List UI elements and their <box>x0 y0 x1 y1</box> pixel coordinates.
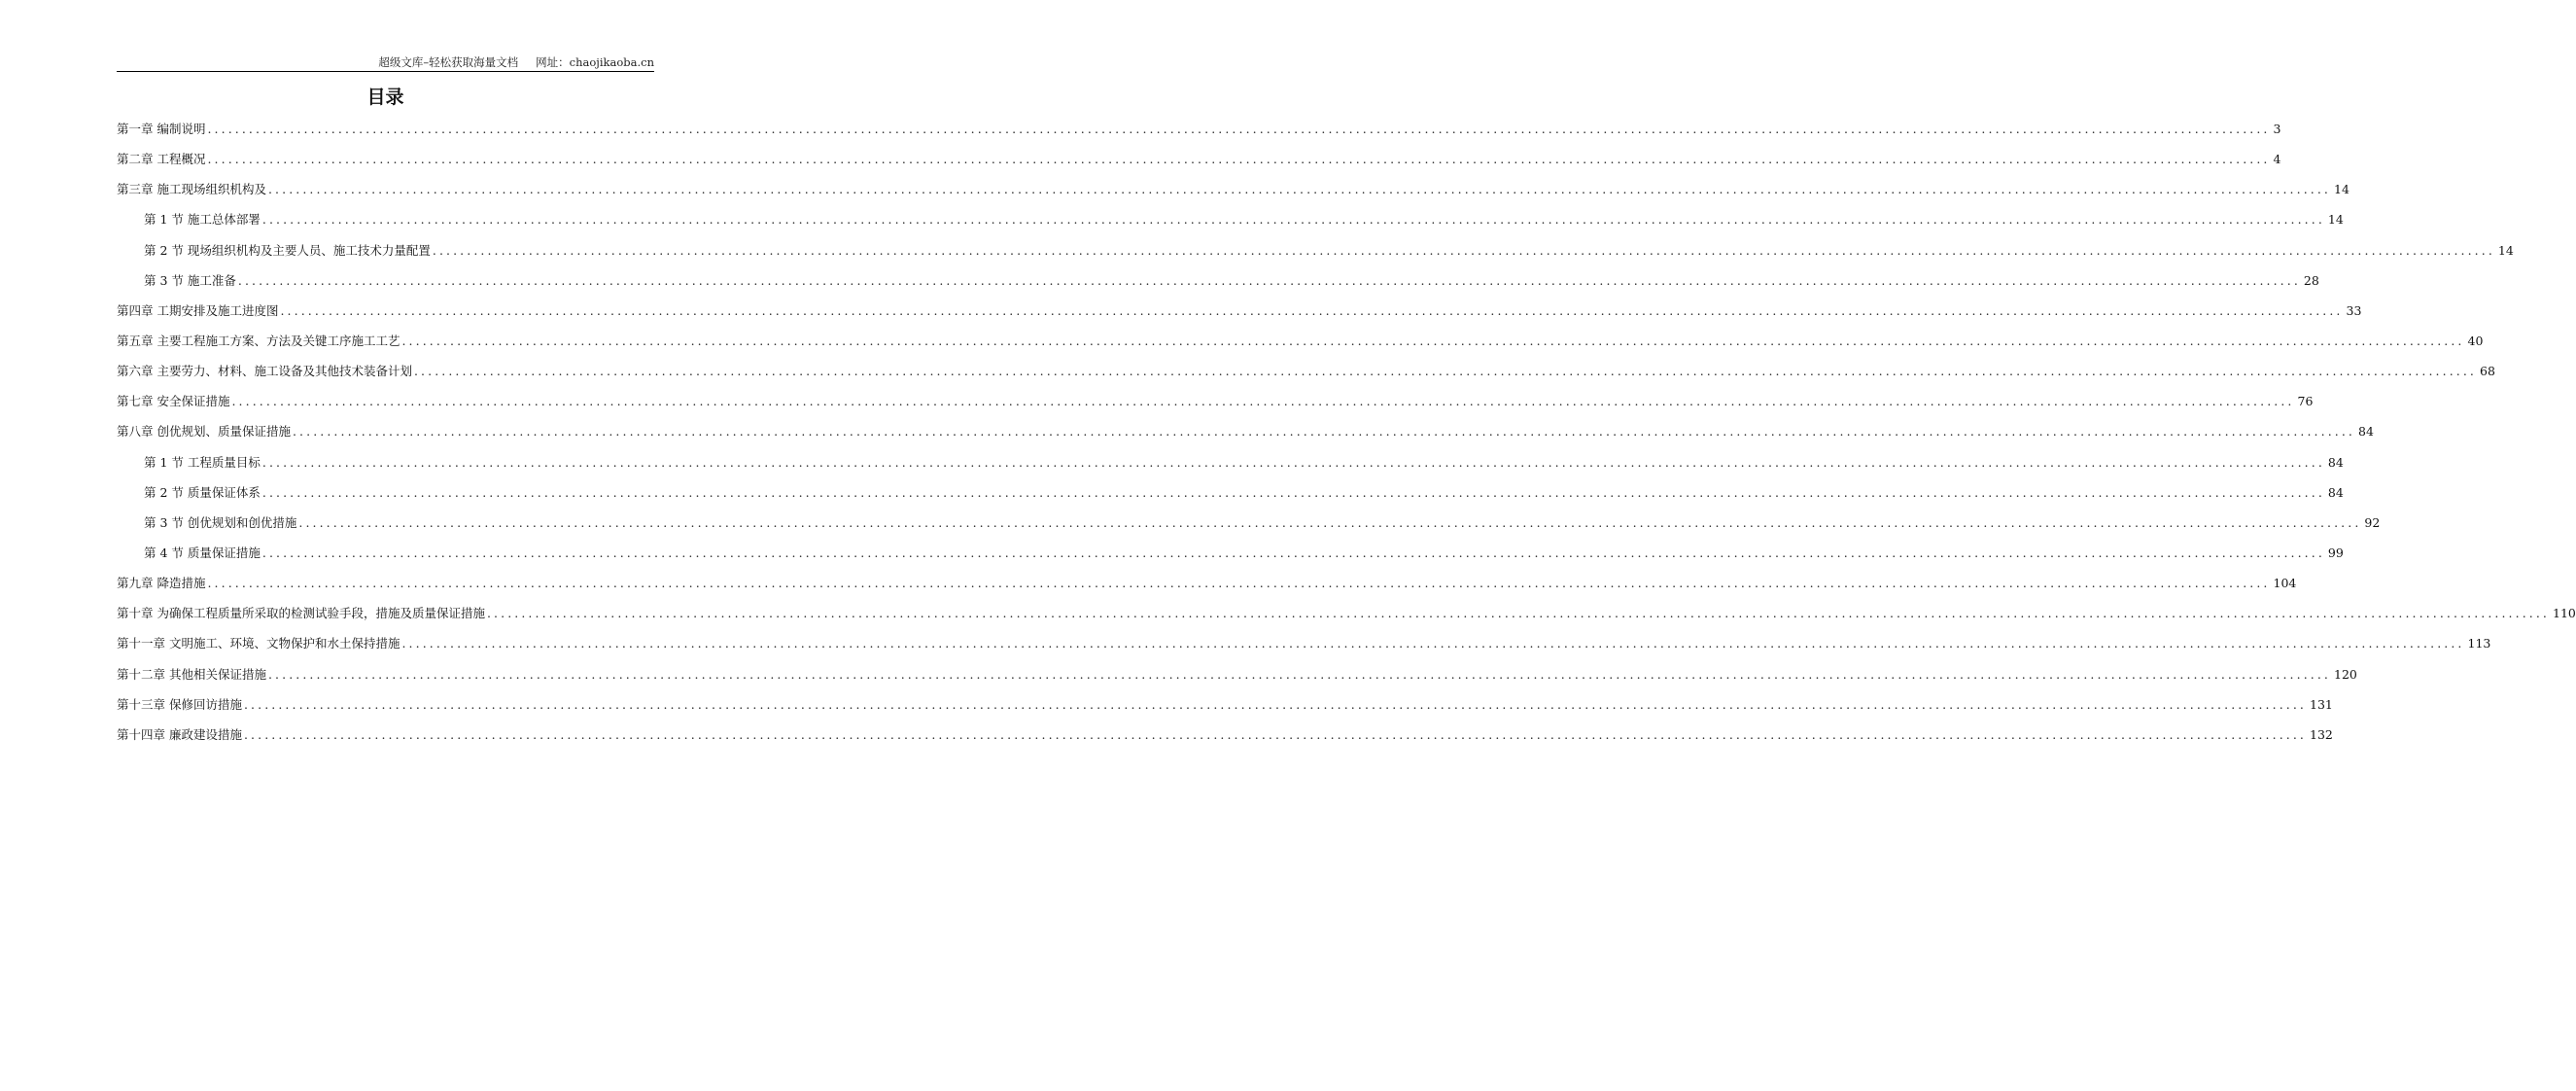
toc-entry-label: 第三章 施工现场组织机构及 <box>117 182 266 197</box>
header-site-name: 超级文库–轻松获取海量文档 <box>378 55 519 69</box>
toc-entry-label: 第 2 节 质量保证体系 <box>144 484 261 500</box>
toc-chapter-entry[interactable] <box>117 634 2491 664</box>
toc-page-number: 40 <box>2467 333 2484 348</box>
toc-dot-leader: ............................................................................................................................................................................................................................................................................................................ <box>261 545 2325 560</box>
toc-page-number: 131 <box>2310 696 2333 712</box>
toc-dot-leader: ............................................................................................................................................................................................................................................................................................................ <box>432 242 2495 258</box>
toc-dot-leader: ............................................................................................................................................................................................................................................................................................................ <box>261 454 2325 470</box>
toc-page-number: 3 <box>2273 122 2281 136</box>
toc-dot-leader: ............................................................................................................................................................................................................................................................................................................ <box>401 333 2465 348</box>
toc-page-number: 110 <box>2553 606 2576 621</box>
toc-dot-leader: ............................................................................................................................................................................................................................................................................................................ <box>207 576 2271 591</box>
toc-dot-leader: ............................................................................................................................................................................................................................................................................................................ <box>298 514 2362 530</box>
toc-section-entry[interactable] <box>117 210 2344 240</box>
toc-page-number: 68 <box>2480 364 2495 379</box>
toc-dot-leader: ............................................................................................................................................................................................................................................................................................................ <box>207 152 2271 167</box>
toc-dot-leader: ............................................................................................................................................................................................................................................................................................................ <box>267 182 2331 197</box>
toc-page-number: 84 <box>2358 424 2374 440</box>
toc-page-number: 14 <box>2497 242 2514 258</box>
toc-entry-label: 第 1 节 工程质量目标 <box>144 454 261 470</box>
toc-dot-leader: ............................................................................................................................................................................................................................................................................................................ <box>486 606 2550 621</box>
toc-page-number: 84 <box>2327 454 2344 470</box>
toc-chapter-entry[interactable] <box>117 604 2576 634</box>
toc-chapter-entry[interactable] <box>117 665 2357 695</box>
toc-entry-label: 第十章 为确保工程质量所采取的检测试验手段，措施及质量保证措施 <box>117 606 485 621</box>
toc-page-number: 14 <box>2327 212 2344 228</box>
toc-page-number: 28 <box>2303 272 2319 288</box>
toc-section-entry[interactable] <box>117 453 2344 483</box>
toc-page-number: 132 <box>2310 726 2333 742</box>
toc-chapter-entry[interactable] <box>117 725 2333 756</box>
toc-dot-leader: ............................................................................................................................................................................................................................................................................................................ <box>261 212 2325 228</box>
toc-dot-leader: ............................................................................................................................................................................................................................................................................................................ <box>401 636 2465 651</box>
toc-page-number: 92 <box>2364 514 2381 530</box>
toc-page-number: 14 <box>2334 182 2350 197</box>
toc-dot-leader: ............................................................................................................................................................................................................................................................................................................ <box>413 364 2477 379</box>
toc-entry-label: 第 2 节 现场组织机构及主要人员、施工技术力量配置 <box>144 242 431 258</box>
toc-entry-label: 第十二章 其他相关保证措施 <box>117 666 266 682</box>
toc-dot-leader: ............................................................................................................................................................................................................................................................................................................ <box>261 484 2325 500</box>
table-of-contents <box>117 120 2576 756</box>
toc-chapter-entry[interactable] <box>117 120 2281 150</box>
toc-dot-leader: ............................................................................................................................................................................................................................................................................................................ <box>231 394 2295 409</box>
toc-page-number: 33 <box>2346 302 2362 318</box>
toc-page-number: 113 <box>2467 636 2491 651</box>
toc-section-entry[interactable] <box>117 241 2514 271</box>
toc-dot-leader: ............................................................................................................................................................................................................................................................................................................ <box>280 302 2344 318</box>
toc-chapter-entry[interactable] <box>117 301 2362 332</box>
toc-dot-leader: ............................................................................................................................................................................................................................................................................................................ <box>207 122 2271 136</box>
header-url: 网址：chaojikaoba.cn <box>536 55 654 69</box>
page-title: 目录 <box>366 87 404 108</box>
toc-section-entry[interactable] <box>117 544 2344 574</box>
toc-chapter-entry[interactable] <box>117 392 2314 422</box>
toc-entry-label: 第六章 主要劳力、材料、施工设备及其他技术装备计划 <box>117 364 412 379</box>
toc-entry-label: 第 4 节 质量保证措施 <box>144 545 261 560</box>
toc-page-number: 120 <box>2334 666 2357 682</box>
toc-dot-leader: ............................................................................................................................................................................................................................................................................................................ <box>267 666 2331 682</box>
toc-dot-leader: ............................................................................................................................................................................................................................................................................................................ <box>243 696 2307 712</box>
toc-chapter-entry[interactable] <box>117 422 2374 452</box>
toc-dot-leader: ............................................................................................................................................................................................................................................................................................................ <box>292 424 2355 440</box>
page-header <box>117 54 654 70</box>
toc-entry-label: 第二章 工程概况 <box>117 152 206 167</box>
toc-entry-label: 第 3 节 施工准备 <box>144 272 236 288</box>
toc-chapter-entry[interactable] <box>117 695 2333 725</box>
toc-chapter-entry[interactable] <box>117 150 2281 180</box>
toc-entry-label: 第一章 编制说明 <box>117 122 206 136</box>
toc-entry-label: 第十三章 保修回访措施 <box>117 696 242 712</box>
toc-entry-label: 第十四章 廉政建设措施 <box>117 726 242 742</box>
toc-chapter-entry[interactable] <box>117 362 2495 392</box>
toc-entry-label: 第九章 降造措施 <box>117 576 206 591</box>
toc-entry-label: 第十一章 文明施工、环境、文物保护和水土保持措施 <box>117 636 400 651</box>
toc-entry-label: 第四章 工期安排及施工进度图 <box>117 302 279 318</box>
toc-page-number: 104 <box>2273 576 2297 591</box>
toc-section-entry[interactable] <box>117 483 2344 513</box>
toc-entry-label: 第 1 节 施工总体部署 <box>144 212 261 228</box>
toc-chapter-entry[interactable] <box>117 332 2484 362</box>
toc-chapter-entry[interactable] <box>117 180 2350 210</box>
toc-dot-leader: ............................................................................................................................................................................................................................................................................................................ <box>243 726 2307 742</box>
toc-entry-label: 第七章 安全保证措施 <box>117 394 230 409</box>
header-rule <box>117 71 654 72</box>
toc-page-number: 4 <box>2273 152 2281 167</box>
toc-chapter-entry[interactable] <box>117 574 2297 604</box>
toc-page-number: 84 <box>2327 484 2344 500</box>
toc-entry-label: 第五章 主要工程施工方案、方法及关键工序施工工艺 <box>117 333 400 348</box>
toc-entry-label: 第 3 节 创优规划和创优措施 <box>144 514 297 530</box>
toc-dot-leader: ............................................................................................................................................................................................................................................................................................................ <box>237 272 2301 288</box>
toc-page-number: 99 <box>2327 545 2344 560</box>
toc-page-number: 76 <box>2297 394 2314 409</box>
toc-section-entry[interactable] <box>117 513 2381 544</box>
toc-entry-label: 第八章 创优规划、质量保证措施 <box>117 424 291 440</box>
toc-section-entry[interactable] <box>117 271 2319 301</box>
